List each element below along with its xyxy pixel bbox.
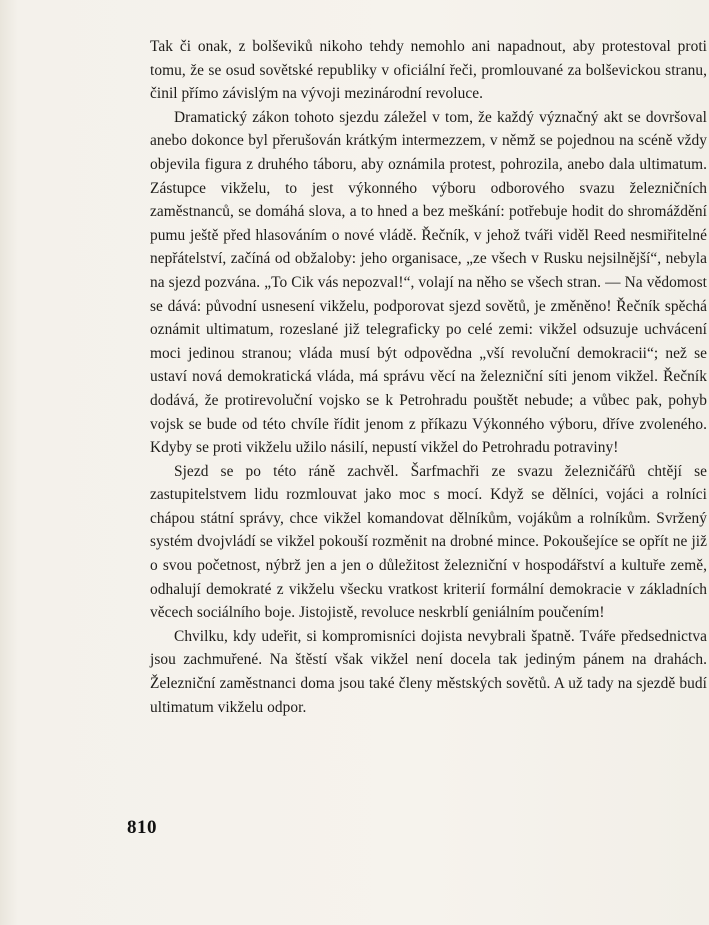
- paragraph-2: Dramatický zákon tohoto sjezdu záležel v tom, že každý význačný akt se dovršoval anebo dokonce byl přerušován krátkým intermezzem, v němž se pojednou na scéně vždy objevila figura z druhého táboru, aby oznámila protest, pohrozila, anebo dala ultimatum. Zástupce vikželu, to jest výkonného výboru odborového svazu železničních zaměstnanců, se domáhá slova, a to hned a bez meškání: potřebuje hodit do shromáždění pumu ještě před hlasováním o nové vládě. Řečník, v jehož tváři viděl Reed nesmiřitelné nepřátelství, začíná od obžaloby: jeho organisace, „ze všech v Rusku nejsilnější“, nebyla na sjezd pozvána. „To Cik vás nepozval!“, volají na něho se všech stran. — Na vědomost se dává: původní usnesení vikželu, podporovat sjezd sovětů, je změněno! Řečník spěchá oznámit ultimatum, rozeslané již telegraficky po celé zemi: vikžel odsuzuje uchvácení moci jedinou stranou; vláda musí být odpovědna „vší revoluční demokracii“; než se ustaví nová demokratická vláda, má správu věcí na železniční síti jenom vikžel. Řečník dodává, že protirevoluční vojsko se k Petrohradu pouštět nebude; a vůbec pak, pohyb vojsk se bude od této chvíle řídit jenom z příkazu Výkonného výboru, dříve zvoleného. Kdyby se proti vikželu užilo násilí, nepustí vikžel do Petrohradu potraviny!: [150, 108, 707, 457]
- text-block: [150, 35, 707, 719]
- page-number: 810: [127, 817, 157, 838]
- paragraph-1: Tak či onak, z bolševiků nikoho tehdy nemohlo ani napadnout, aby protestoval proti tomu, že se osud sovětské republiky v oficiální řeči, promlouvané za bolševickou stranu, činil přímo závislým na vývoji mezinárodní revoluce.: [150, 38, 707, 103]
- paragraph-3: Sjezd se po této ráně zachvěl. Šarfmachři ze svazu železničářů chtějí se zastupitelstvem lidu rozmlouvat jako moc s mocí. Když se dělníci, vojáci a rolníci chápou státní správy, chce vikžel komandovat dělníkům, vojákům a rolníkům. Svržený systém dvojvládí se vikžel pokouší rozměnit na drobné mince. Pokoušejíce se opřít ne již o svou početnost, nýbrž jen a jen o důležitost železniční v hospodářství a kultuře země, odhalují demokraté z vikželu všecku vratkost kriterií formální demokracie v základních věcech sociálního boje. Jistojistě, revoluce neskrblí geniálním poučením!: [150, 462, 707, 622]
- paragraph-4: Chvilku, kdy udeřit, si kompromisníci dojista nevybrali špatně. Tváře předsednictva jsou zachmuřené. Na štěstí však vikžel není docela tak jediným pánem na drahách. Železniční zaměstnanci doma jsou také členy městských sovětů. A už tady na sjezdě budí ultimatum vikželu odpor.: [150, 627, 707, 716]
